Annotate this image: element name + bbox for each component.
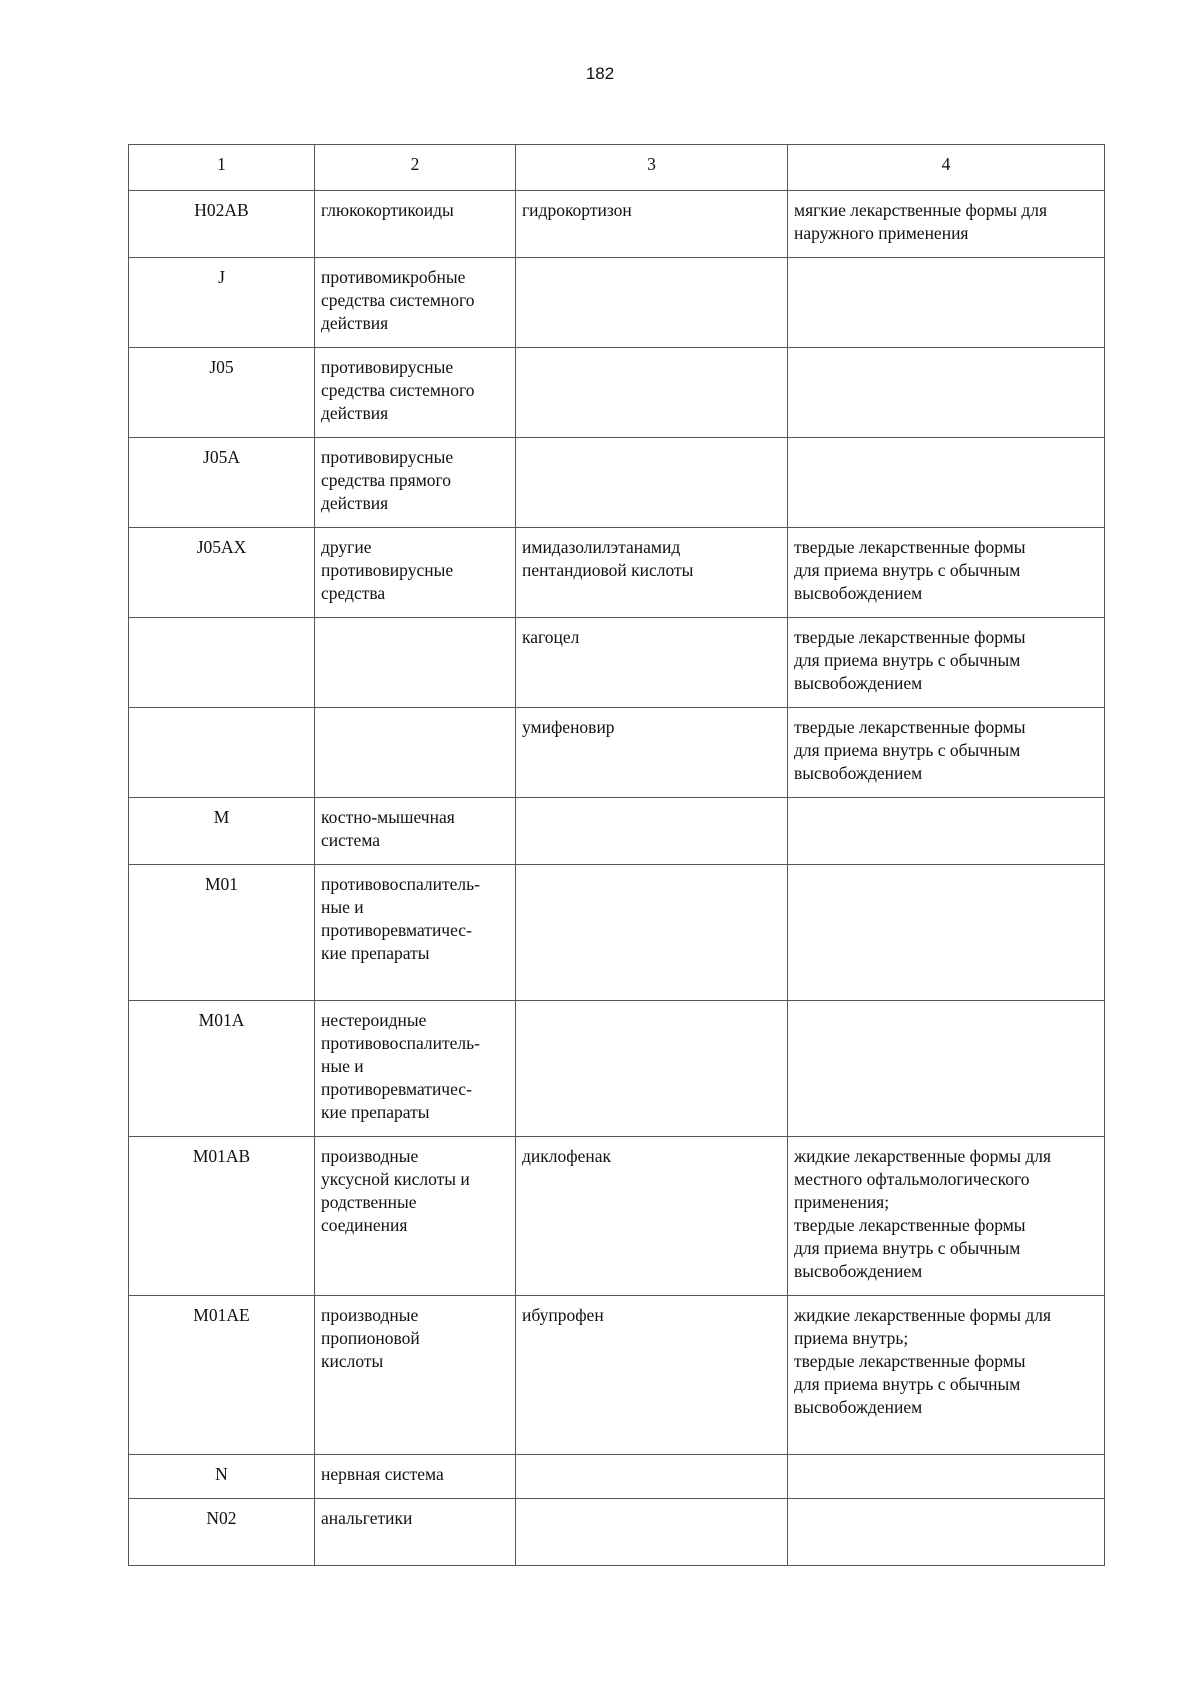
dosage-form-cell-line: высвобождением [794,1397,923,1417]
group-cell-line: производные [321,1146,419,1166]
group-cell-line: соединения [321,1215,408,1235]
drug-cell [516,348,788,438]
group-cell [315,528,516,618]
group-cell [315,1296,516,1455]
group-cell-line: кие препараты [321,1102,430,1122]
dosage-form-cell-line: жидкие лекарственные формы для [794,1146,1052,1166]
dosage-form-cell-line: для приема внутрь с обычным [794,1238,1021,1258]
drug-cell [516,1001,788,1137]
dosage-form-cell-line: высвобождением [794,673,923,693]
dosage-form-cell-line: для приема внутрь с обычным [794,740,1021,760]
table-row [129,798,1105,865]
atc-code-cell: J05AX [129,528,315,618]
table-row [129,618,1105,708]
dosage-form-cell [788,865,1105,1001]
atc-code-cell: M01 [129,865,315,1001]
dosage-form-cell-line: приема внутрь; [794,1328,909,1348]
group-cell-line: противовоспалитель- [321,874,480,894]
drug-cell [516,798,788,865]
drug-cell-line: кагоцел [522,627,580,647]
group-cell-line: средства системного [321,380,475,400]
dosage-form-cell-line: наружного применения [794,223,969,243]
group-cell [315,438,516,528]
group-cell-line: средства [321,583,386,603]
dosage-form-cell [788,438,1105,528]
group-cell-line: противомикробные [321,267,466,287]
group-cell-line: анальгетики [321,1508,413,1528]
dosage-form-cell [788,708,1105,798]
atc-code-cell: M [129,798,315,865]
drug-cell [516,708,788,798]
group-cell-line: средства системного [321,290,475,310]
page-number: 182 [585,64,615,83]
group-cell [315,798,516,865]
atc-code-cell: J05A [129,438,315,528]
drug-cell-line: диклофенак [522,1146,611,1166]
dosage-form-cell [788,618,1105,708]
drug-cell [516,438,788,528]
group-cell-line: глюкокортикоиды [321,200,454,220]
dosage-form-cell-line: твердые лекарственные формы [794,717,1026,737]
atc-code-cell [129,708,315,798]
atc-code-cell: H02AB [129,191,315,258]
group-cell-line: нервная система [321,1464,444,1484]
dosage-form-cell-line: высвобождением [794,583,923,603]
table-row [129,1001,1105,1137]
drug-cell-line: пентандиовой кислоты [522,560,694,580]
group-cell-line: ные и [321,1056,364,1076]
table-row [129,1137,1105,1296]
table-row [129,1455,1105,1499]
header-cell-1: 1 [129,145,315,191]
drug-cell [516,1499,788,1566]
group-cell-line: действия [321,313,389,333]
group-cell-line: другие [321,537,372,557]
drug-cell [516,1137,788,1296]
group-cell [315,1455,516,1499]
drug-cell-line: имидазолилэтанамид [522,537,681,557]
drug-cell-line: ибупрофен [522,1305,604,1325]
drug-cell [516,865,788,1001]
dosage-form-cell [788,348,1105,438]
atc-code-cell: J [129,258,315,348]
table-row [129,348,1105,438]
dosage-form-cell [788,191,1105,258]
group-cell-line: уксусной кислоты и [321,1169,470,1189]
table-row [129,1296,1105,1455]
dosage-form-cell-line: твердые лекарственные формы [794,1351,1026,1371]
group-cell [315,258,516,348]
dosage-form-cell-line: высвобождением [794,763,923,783]
dosage-form-cell [788,1499,1105,1566]
dosage-form-cell-line: твердые лекарственные формы [794,627,1026,647]
dosage-form-cell-line: твердые лекарственные формы [794,537,1026,557]
group-cell-line: производные [321,1305,419,1325]
dosage-form-cell [788,1001,1105,1137]
group-cell [315,618,516,708]
dosage-form-cell [788,798,1105,865]
group-cell-line: действия [321,403,389,423]
dosage-form-cell-line: для приема внутрь с обычным [794,650,1021,670]
drug-cell [516,1296,788,1455]
header-cell-4: 4 [788,145,1105,191]
dosage-form-cell [788,1137,1105,1296]
dosage-form-cell [788,1296,1105,1455]
dosage-form-cell [788,1455,1105,1499]
table-row [129,708,1105,798]
dosage-form-cell [788,258,1105,348]
table-row [129,438,1105,528]
group-cell-line: средства прямого [321,470,452,490]
group-cell [315,708,516,798]
atc-code-cell: M01A [129,1001,315,1137]
group-cell [315,1001,516,1137]
atc-code-cell: N02 [129,1499,315,1566]
drug-cell [516,191,788,258]
table-row [129,191,1105,258]
group-cell-line: противоревматичес- [321,1079,472,1099]
dosage-form-cell-line: жидкие лекарственные формы для [794,1305,1052,1325]
table-body [129,191,1105,1566]
group-cell-line: костно-мышечная [321,807,455,827]
dosage-form-cell-line: для приема внутрь с обычным [794,560,1021,580]
group-cell-line: противовирусные [321,447,454,467]
drug-cell [516,618,788,708]
group-cell-line: противоревматичес- [321,920,472,940]
group-cell-line: противовирусные [321,357,454,377]
table-row [129,1499,1105,1566]
atc-code-cell: M01AE [129,1296,315,1455]
dosage-form-cell-line: для приема внутрь с обычным [794,1374,1021,1394]
atc-code-cell: N [129,1455,315,1499]
drug-table [128,144,1105,1566]
drug-cell-line: гидрокортизон [522,200,632,220]
group-cell [315,865,516,1001]
drug-cell [516,258,788,348]
group-cell-line: противовирусные [321,560,454,580]
group-cell-line: действия [321,493,389,513]
group-cell [315,191,516,258]
dosage-form-cell [788,528,1105,618]
group-cell [315,348,516,438]
table-row [129,865,1105,1001]
dosage-form-cell-line: высвобождением [794,1261,923,1281]
dosage-form-cell-line: мягкие лекарственные формы для [794,200,1048,220]
group-cell-line: пропионовой [321,1328,420,1348]
table-header [129,145,1105,191]
group-cell-line: кие препараты [321,943,430,963]
atc-code-cell [129,618,315,708]
group-cell-line: противовоспалитель- [321,1033,480,1053]
group-cell-line: кислоты [321,1351,384,1371]
group-cell-line: родственные [321,1192,417,1212]
dosage-form-cell-line: местного офтальмологического [794,1169,1030,1189]
atc-code-cell: J05 [129,348,315,438]
drug-cell [516,1455,788,1499]
header-cell-3: 3 [516,145,788,191]
group-cell-line: нестероидные [321,1010,427,1030]
group-cell-line: система [321,830,381,850]
drug-cell-line: умифеновир [522,717,615,737]
drug-cell [516,528,788,618]
header-cell-2: 2 [315,145,516,191]
table-row [129,258,1105,348]
dosage-form-cell-line: твердые лекарственные формы [794,1215,1026,1235]
atc-code-cell: M01AB [129,1137,315,1296]
dosage-form-cell-line: применения; [794,1192,890,1212]
group-cell-line: ные и [321,897,364,917]
table-row [129,528,1105,618]
group-cell [315,1137,516,1296]
header-row [129,145,1105,191]
group-cell [315,1499,516,1566]
